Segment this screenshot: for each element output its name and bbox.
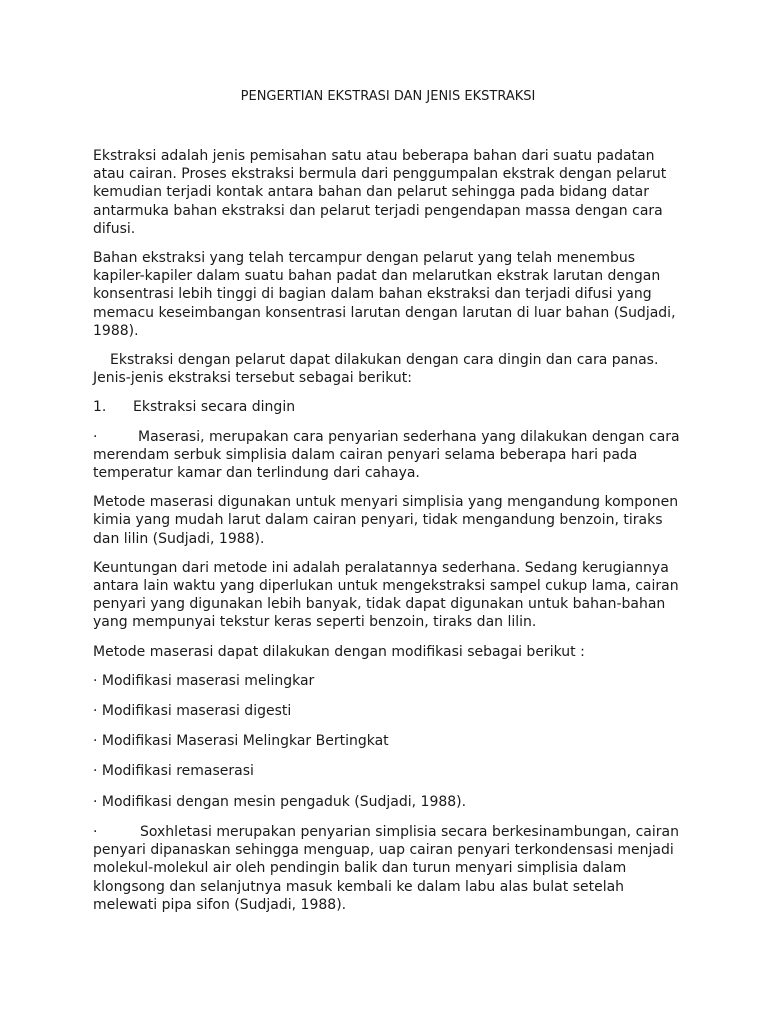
- list-item-modification: · Modifikasi remaserasi: [93, 763, 254, 780]
- list-number: 1.: [93, 399, 107, 416]
- paragraph-definition: Ekstraksi adalah jenis pemisahan satu atau beberapa bahan dari suatu padatan atau cairan. Proses ekstraksi bermula dari penggumpalan ekstrak dengan pelarut kemudian terjadi kontak antara bahan dan pelarut sehingga pada bidang datar antarmuka bahan ekstraksi dan pelarut terjadi pengendapan massa dengan cara difusi.: [93, 148, 667, 237]
- soxhletasi-text: Soxhletasi merupakan penyarian simplisia secara berkesinambungan, cairan penyari dipanaskan sehingga menguap, uap cairan penyari terkondensasi menjadi molekul-molekul air oleh pendingin balik dan turun menyari simplisia dalam klongsong dan selanjutnya masuk kembali ke dalam labu alas bulat setelah melewati pipa sifon (Sudjadi, 1988).: [93, 823, 679, 913]
- list-item-modification: · Modifikasi maserasi melingkar: [93, 672, 315, 689]
- maserasi-text: Maserasi, merupakan cara penyarian sederhana yang dilakukan dengan cara merendam serbuk simplisia dalam cairan penyari selama beberapa hari pada temperatur kamar dan terlindung dari cahaya.: [93, 428, 680, 482]
- paragraph-soxhletasi: [93, 823, 683, 914]
- document-title: PENGERTIAN EKSTRASI DAN JENIS EKSTRAKSI: [240, 89, 536, 104]
- bullet-dot: ·: [93, 823, 98, 840]
- document-body: [93, 88, 683, 925]
- paragraph-modifications-intro: Metode maserasi dapat dilakukan dengan modifikasi sebagai berikut :: [93, 643, 585, 660]
- list-item-modification: · Modifikasi maserasi digesti: [93, 703, 292, 720]
- paragraph-maserasi-usage: Metode maserasi digunakan untuk menyari simplisia yang mengandung komponen kimia yang mudah larut dalam cairan penyari, tidak mengandung benzoin, tiraks dan lilin (Sudjadi, 1988).: [93, 494, 679, 547]
- list-item-modification: · Modifikasi dengan mesin pengaduk (Sudjadi, 1988).: [93, 793, 467, 810]
- list-item-modification: · Modifikasi Maserasi Melingkar Bertingkat: [93, 733, 389, 750]
- paragraph-maserasi: [93, 428, 683, 483]
- paragraph-mixture: Bahan ekstraksi yang telah tercampur dengan pelarut yang telah menembus kapiler-kapiler dalam suatu bahan padat dan melarutkan ekstrak larutan dengan konsentrasi lebih tinggi di bagian dalam bahan ekstraksi dan terjadi difusi yang memacu keseimbangan konsentrasi larutan dengan larutan di luar bahan (Sudjadi, 1988).: [93, 250, 676, 339]
- paragraph-pros-cons: Keuntungan dari metode ini adalah peralatannya sederhana. Sedang kerugiannya antara lain waktu yang diperlukan untuk mengekstraksi sampel cukup lama, cairan penyari yang digunakan lebih banyak, tidak dapat digunakan untuk bahan-bahan yang mempunyai tekstur keras seperti benzoin, tiraks dan lilin.: [93, 559, 679, 631]
- paragraph-methods: Ekstraksi dengan pelarut dapat dilakukan dengan cara dingin dan cara panas. Jenis-jenis ekstraksi tersebut sebagai berikut:: [93, 352, 659, 387]
- bullet-dot: ·: [93, 428, 98, 445]
- list-item-label: Ekstraksi secara dingin: [133, 399, 296, 416]
- list-item-cold-extraction: [93, 398, 683, 416]
